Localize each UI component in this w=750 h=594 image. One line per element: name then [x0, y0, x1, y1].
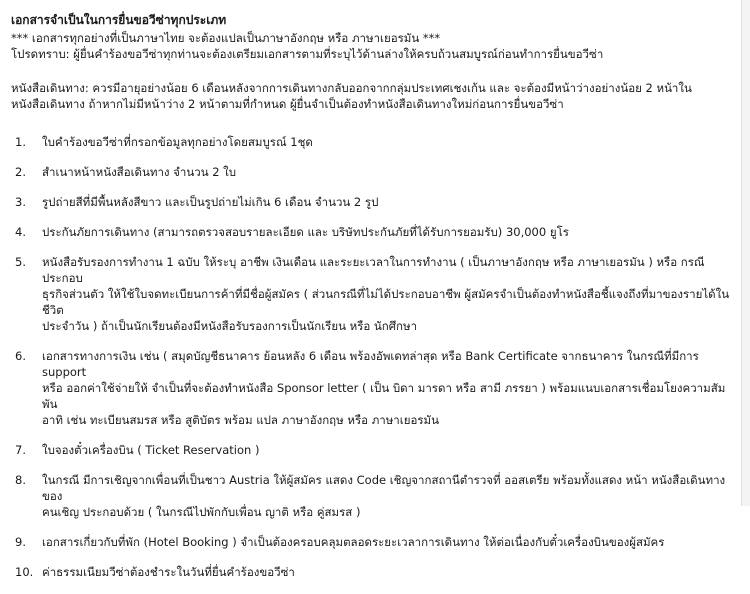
list-item-number: 7.	[15, 443, 26, 457]
list-item-text	[42, 472, 733, 520]
list-item-line: รูปถ่ายสีที่มีพื้นหลังสีขาว และเป็นรูปถ่ายไม่เกิน 6 เดือน จำนวน 2 รูป	[42, 195, 379, 209]
list-item-text	[42, 564, 733, 580]
list-item-line: หนังสือรับรองการทำงาน 1 ฉบับ ให้ระบุ อาชีพ เงินเดือน และระยะเวลาในการทำงาน ( เป็นภาษาอังกฤษ หรือ ภาษาเยอรมัน ) หรือ กรณีประกอบ	[42, 255, 705, 285]
list-item	[11, 564, 733, 580]
list-item-text	[42, 254, 733, 334]
list-item-line: ธุรกิจส่วนตัว ให้ใช้ใบจดทะเบียนการค้าที่มีชื่อผู้สมัคร ( ส่วนกรณีที่ไม่ได้ประกอบอาชีพ ผู้สมัครจำเป็นต้องทำหนังสือชี้แจงถึงที่มาของรายได้ในชีวิต	[42, 287, 730, 317]
list-item-number: 5.	[15, 255, 26, 269]
list-item-line: หรือ ออกค่าใช้จ่ายให้ จำเป็นที่จะต้องทำหนังสือ Sponsor letter ( เป็น บิดา มารดา หรือ สามี ภรรยา ) พร้อมแนบเอกสารเชื่อมโยงความสัมพัน	[42, 381, 726, 411]
list-item-text	[42, 164, 733, 180]
list-item-line: ใบคำร้องขอวีซ่าที่กรอกข้อมูลทุกอย่างโดยสมบูรณ์ 1ชุด	[42, 135, 313, 149]
list-item-line: เอกสารทางการเงิน เช่น ( สมุดบัญชีธนาคาร ย้อนหลัง 6 เดือน พร้องอัพเดทล่าสุด หรือ Bank Certificate จากธนาคาร ในกรณีที่มีการ support	[42, 349, 699, 379]
list-item-number: 9.	[15, 535, 26, 549]
list-item	[11, 348, 733, 428]
list-item-line: เอกสารเกี่ยวกับที่พัก (Hotel Booking ) จำเป็นต้องครอบคลุมตลอดระยะเวลาการเดินทาง ให้ต่อเนื่องกับตั๋วเครื่องบินของผู้สมัคร	[42, 535, 665, 549]
translation-note: *** เอกสารทุกอย่างที่เป็นภาษาไทย จะต้องแปลเป็นภาษาอังกฤษ หรือ ภาษาเยอรมัน ***	[11, 31, 441, 45]
scrollbar-track[interactable]	[741, 0, 750, 506]
list-item-text	[42, 134, 733, 150]
list-item-line: คนเชิญ ประกอบด้วย ( ในกรณีไปพักกับเพื่อน ญาติ หรือ คู่สมรส )	[42, 505, 361, 519]
list-item-number: 10.	[15, 565, 34, 579]
list-item	[11, 194, 733, 210]
list-item-line: ค่าธรรมเนียมวีซ่าต้องชำระในวันที่ยื่นคำร้องขอวีซ่า	[42, 565, 295, 579]
list-item	[11, 472, 733, 520]
list-item-line: อาทิ เช่น ทะเบียนสมรส หรือ สูติบัตร พร้อม แปล ภาษาอังกฤษ หรือ ภาษาเยอรมัน	[42, 413, 439, 427]
list-item-text	[42, 348, 733, 428]
passport-line: หนังสือเดินทาง ถ้าหากไม่มีหน้าว่าง 2 หน้าตามที่กำหนด ผู้ยื่นจำเป็นต้องทำหนังสือเดินทางใหม่ก่อนการยื่นขอวีซ่า	[11, 97, 564, 111]
list-item-number: 4.	[15, 225, 26, 239]
list-item-number: 6.	[15, 349, 26, 363]
list-item-line: ใบจองตั๋วเครื่องบิน ( Ticket Reservation )	[42, 443, 260, 457]
document-title: เอกสารจำเป็นในการยื่นขอวีซ่าทุกประเภท	[11, 13, 227, 27]
passport-line: หนังสือเดินทาง: ควรมีอายุอย่างน้อย 6 เดือนหลังจากการเดินทางกลับออกจากกลุ่มประเทศเชงเก้น และ จะต้องมีหน้าว่างอย่างน้อย 2 หน้าใน	[11, 81, 692, 95]
list-item	[11, 164, 733, 180]
requirements-list	[11, 134, 733, 580]
passport-requirement	[11, 80, 733, 112]
list-item-text	[42, 194, 733, 210]
list-item-number: 1.	[15, 135, 26, 149]
list-item-line: ประกันภัยการเดินทาง (สามารถตรวจสอบรายละเอียด และ บริษัทประกันภัยที่ได้รับการยอมรับ) 30,000 ยูโร	[42, 225, 569, 239]
list-item	[11, 254, 733, 334]
list-item-line: ประจำวัน ) ถ้าเป็นนักเรียนต้องมีหนังสือรับรองการเป็นนักเรียน หรือ นักศึกษา	[42, 319, 418, 333]
list-item-line: สำเนาหน้าหนังสือเดินทาง จำนวน 2 ใบ	[42, 165, 237, 179]
list-item	[11, 534, 733, 550]
list-item-number: 8.	[15, 473, 26, 487]
list-item	[11, 224, 733, 240]
list-item-line: ในกรณี มีการเชิญจากเพื่อนที่เป็นชาว Austria ให้ผู้สมัคร แสดง Code เชิญจากสถานีตำรวจที่ ออสเตรีย พร้อมทั้งแสดง หน้า หนังสือเดินทางของ	[42, 473, 726, 503]
list-item-number: 2.	[15, 165, 26, 179]
list-item	[11, 442, 733, 458]
list-item	[11, 134, 733, 150]
document-body	[11, 12, 733, 594]
preparation-note: โปรดทราบ: ผู้ยื่นคำร้องขอวีซ่าทุกท่านจะต้องเตรียมเอกสารตามที่ระบุไว้ด้านล่างให้ครบถ้วนสมบูรณ์ก่อนทำการยื่นขอวีซ่า	[11, 47, 604, 61]
list-item-text	[42, 442, 733, 458]
list-item-text	[42, 224, 733, 240]
list-item-number: 3.	[15, 195, 26, 209]
list-item-text	[42, 534, 733, 550]
